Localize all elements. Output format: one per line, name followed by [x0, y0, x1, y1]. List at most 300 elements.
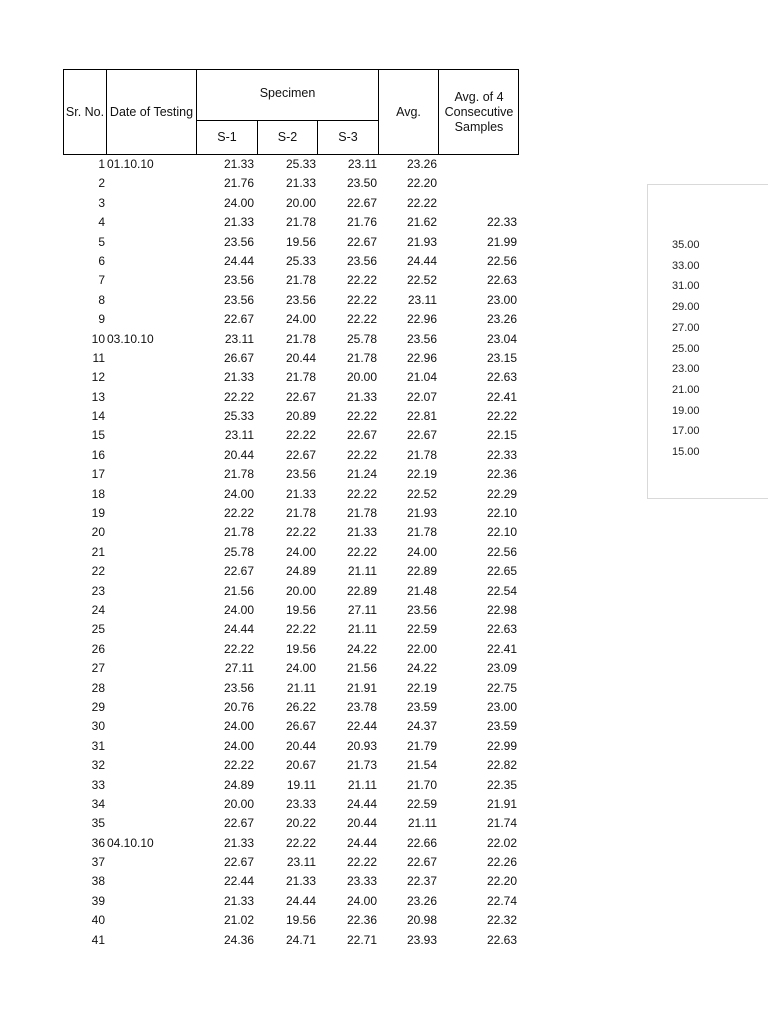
header-s1: S-1	[217, 130, 237, 144]
cell-date: 03.10.10	[107, 331, 154, 346]
cell-avg4: 22.32	[486, 913, 517, 928]
cell-s1: 21.78	[223, 525, 254, 540]
cell-s3: 22.67	[346, 195, 377, 210]
table-row	[0, 620, 540, 639]
table-row	[0, 659, 540, 678]
cell-avg4: 22.36	[486, 467, 517, 482]
cell-sr-no: 17	[91, 467, 105, 482]
cell-avg4: 23.15	[486, 350, 517, 365]
cell-sr-no: 10	[91, 331, 105, 346]
cell-s1: 23.11	[224, 428, 254, 443]
cell-s2: 24.44	[285, 893, 316, 908]
chart-y-tick-label: 15.00	[672, 446, 700, 458]
cell-sr-no: 11	[92, 350, 105, 365]
cell-s1: 22.22	[223, 389, 254, 404]
cell-s2: 25.33	[285, 253, 316, 268]
cell-s2: 21.11	[286, 680, 316, 695]
cell-s3: 23.11	[347, 157, 377, 171]
table-row	[0, 504, 540, 523]
cell-avg: 22.89	[406, 564, 437, 579]
cell-s2: 20.22	[285, 816, 316, 831]
cell-avg: 21.93	[406, 234, 437, 249]
cell-s3: 22.22	[346, 292, 377, 307]
cell-s3: 23.56	[346, 253, 377, 268]
cell-avg: 24.22	[406, 661, 437, 676]
cell-s3: 25.78	[346, 331, 377, 346]
cell-sr-no: 31	[91, 738, 105, 753]
cell-s1: 22.22	[223, 641, 254, 656]
table-row	[0, 737, 540, 756]
cell-avg4: 23.00	[486, 292, 517, 307]
cell-s1: 24.00	[223, 195, 254, 210]
cell-avg: 22.19	[406, 467, 437, 482]
cell-sr-no: 22	[91, 564, 105, 579]
cell-s2: 22.22	[285, 622, 316, 637]
cell-avg: 22.96	[406, 350, 437, 365]
cell-s3: 22.22	[346, 409, 377, 424]
cell-avg4: 23.09	[486, 661, 517, 676]
cell-sr-no: 5	[98, 234, 105, 249]
cell-avg: 22.52	[406, 273, 437, 288]
cell-s2: 24.00	[285, 312, 316, 327]
cell-avg: 21.54	[406, 758, 437, 773]
cell-avg: 23.26	[406, 893, 437, 908]
cell-sr-no: 32	[91, 758, 105, 773]
table-row	[0, 368, 540, 387]
cell-avg: 23.56	[406, 331, 437, 346]
cell-s2: 22.67	[285, 389, 316, 404]
cell-s2: 26.67	[285, 719, 316, 734]
cell-s2: 20.00	[285, 583, 316, 598]
cell-avg4: 22.10	[486, 525, 517, 540]
table-row	[0, 330, 540, 349]
cell-s1: 22.22	[223, 758, 254, 773]
cell-s3: 20.44	[346, 816, 377, 831]
cell-s2: 26.22	[285, 699, 316, 714]
cell-s3: 23.78	[346, 699, 377, 714]
chart-y-tick-label: 23.00	[672, 363, 700, 376]
cell-s2: 20.89	[285, 409, 316, 424]
cell-sr-no: 25	[91, 622, 105, 637]
cell-avg4: 22.63	[486, 273, 517, 288]
cell-avg: 23.26	[406, 157, 437, 171]
cell-s1: 24.44	[223, 622, 254, 637]
cell-s2: 22.22	[285, 525, 316, 540]
table-row	[0, 252, 540, 271]
cell-s2: 23.11	[286, 855, 316, 870]
cell-avg4: 22.63	[486, 370, 517, 385]
cell-date: 04.10.10	[107, 835, 154, 850]
cell-sr-no: 7	[98, 273, 105, 288]
cell-s1: 21.56	[223, 583, 254, 598]
cell-avg: 24.44	[406, 253, 437, 268]
cell-avg4: 22.63	[486, 622, 517, 637]
cell-avg: 22.20	[406, 176, 437, 191]
cell-sr-no: 34	[91, 796, 105, 811]
cell-avg4: 22.02	[486, 835, 517, 850]
cell-s3: 22.22	[346, 273, 377, 288]
table-row	[0, 407, 540, 426]
cell-avg: 21.78	[406, 525, 437, 540]
cell-s2: 21.33	[285, 176, 316, 191]
cell-avg4: 22.41	[486, 389, 517, 404]
cell-s3: 21.11	[347, 777, 377, 792]
cell-sr-no: 2	[98, 176, 105, 191]
cell-s3: 22.44	[346, 719, 377, 734]
cell-s3: 21.91	[346, 680, 377, 695]
table-row	[0, 814, 540, 833]
cell-sr-no: 35	[91, 816, 105, 831]
cell-sr-no: 18	[91, 486, 105, 501]
cell-avg: 22.22	[406, 195, 437, 210]
table-row	[0, 892, 540, 911]
table-row	[0, 640, 540, 659]
table-row	[0, 698, 540, 717]
chart-y-tick-label: 35.00	[672, 239, 700, 251]
table-row	[0, 174, 540, 193]
cell-s1: 24.00	[223, 719, 254, 734]
cell-s1: 27.11	[224, 661, 254, 676]
cell-s3: 24.44	[346, 796, 377, 811]
cell-sr-no: 21	[91, 544, 105, 559]
cell-s1: 22.67	[223, 816, 254, 831]
cell-sr-no: 1	[98, 157, 105, 171]
cell-avg4: 21.99	[486, 234, 517, 249]
cell-avg4: 22.65	[486, 564, 517, 579]
cell-s1: 21.02	[223, 913, 254, 928]
cell-avg: 21.62	[406, 215, 437, 230]
cell-avg4: 22.56	[486, 253, 517, 268]
cell-s3: 22.22	[346, 855, 377, 870]
cell-sr-no: 16	[91, 447, 105, 462]
table-row	[0, 194, 540, 213]
cell-avg: 22.81	[406, 409, 437, 424]
cell-avg4: 22.33	[486, 215, 517, 230]
cell-avg4: 22.82	[486, 758, 517, 773]
cell-s1: 22.67	[223, 855, 254, 870]
cell-avg: 23.93	[406, 932, 437, 947]
cell-avg: 23.59	[406, 699, 437, 714]
cell-date: 01.10.10	[107, 157, 154, 171]
cell-s2: 21.33	[285, 486, 316, 501]
table-row	[0, 853, 540, 872]
cell-s1: 22.67	[223, 312, 254, 327]
table-row	[0, 931, 540, 950]
cell-s2: 24.00	[285, 661, 316, 676]
chart-y-tick-label: 33.00	[672, 259, 700, 272]
cell-avg: 22.66	[406, 835, 437, 850]
cell-s3: 21.78	[346, 506, 377, 521]
cell-s1: 22.67	[223, 564, 254, 579]
cell-avg4: 21.74	[486, 816, 517, 831]
table-row	[0, 349, 540, 368]
cell-s1: 21.78	[223, 467, 254, 482]
cell-s3: 21.33	[346, 389, 377, 404]
table-row	[0, 543, 540, 562]
cell-avg: 21.78	[406, 447, 437, 462]
table-row	[0, 271, 540, 290]
cell-sr-no: 40	[91, 913, 105, 928]
cell-sr-no: 13	[91, 389, 105, 404]
cell-s2: 20.44	[285, 350, 316, 365]
cell-s1: 23.56	[223, 292, 254, 307]
table-row	[0, 795, 540, 814]
cell-s2: 21.78	[285, 370, 316, 385]
cell-s1: 24.36	[223, 932, 254, 947]
cell-s3: 22.22	[346, 486, 377, 501]
cell-s2: 24.71	[285, 932, 316, 947]
cell-avg: 21.79	[406, 738, 437, 753]
cell-s3: 22.36	[346, 913, 377, 928]
cell-s3: 21.33	[346, 525, 377, 540]
table-row	[0, 872, 540, 891]
table-row	[0, 717, 540, 736]
table-row	[0, 485, 540, 504]
cell-s1: 21.33	[223, 157, 254, 171]
cell-avg4: 22.22	[486, 409, 517, 424]
cell-s3: 21.24	[346, 467, 377, 482]
cell-s2: 20.00	[285, 195, 316, 210]
cell-s1: 23.56	[223, 273, 254, 288]
cell-s3: 24.22	[346, 641, 377, 656]
cell-s1: 26.67	[223, 350, 254, 365]
cell-s3: 22.22	[346, 447, 377, 462]
chart-y-tick-label: 17.00	[672, 425, 700, 438]
cell-s1: 24.00	[223, 738, 254, 753]
header-s3: S-3	[338, 130, 358, 144]
cell-avg4: 21.91	[486, 796, 517, 811]
cell-s3: 20.93	[346, 738, 377, 753]
cell-s1: 25.78	[223, 544, 254, 559]
cell-s3: 21.73	[346, 758, 377, 773]
cell-avg4: 23.00	[486, 699, 517, 714]
cell-s2: 19.11	[286, 777, 316, 792]
cell-sr-no: 38	[91, 874, 105, 889]
cell-avg: 21.04	[406, 370, 437, 385]
cell-avg4: 23.04	[486, 331, 517, 346]
chart-y-tick-label: 27.00	[672, 321, 700, 334]
cell-avg: 20.98	[406, 913, 437, 928]
cell-s2: 25.33	[285, 157, 316, 171]
cell-sr-no: 39	[91, 893, 105, 908]
cell-s2: 21.78	[285, 273, 316, 288]
cell-avg: 23.56	[406, 602, 437, 617]
table-row	[0, 233, 540, 252]
cell-sr-no: 15	[91, 428, 105, 443]
cell-avg: 22.07	[406, 389, 437, 404]
cell-s1: 23.56	[223, 680, 254, 695]
cell-avg: 21.70	[406, 777, 437, 792]
cell-sr-no: 14	[91, 409, 105, 424]
cell-s1: 22.22	[223, 506, 254, 521]
cell-sr-no: 23	[91, 583, 105, 598]
table-row	[0, 834, 540, 853]
cell-sr-no: 8	[98, 292, 105, 307]
cell-avg4: 22.26	[486, 855, 517, 870]
table-row	[0, 155, 540, 174]
cell-avg4: 22.33	[486, 447, 517, 462]
cell-avg4: 23.26	[486, 312, 517, 327]
cell-sr-no: 37	[91, 855, 105, 870]
cell-s2: 21.78	[285, 506, 316, 521]
cell-avg4: 22.56	[486, 544, 517, 559]
cell-s1: 21.33	[223, 893, 254, 908]
cell-s1: 21.33	[223, 215, 254, 230]
cell-s3: 22.67	[346, 428, 377, 443]
cell-s2: 19.56	[285, 602, 316, 617]
header-sr-no: Sr. No.	[65, 104, 105, 119]
table-row	[0, 465, 540, 484]
cell-s1: 20.00	[223, 796, 254, 811]
cell-s1: 24.44	[223, 253, 254, 268]
header-s2: S-2	[277, 130, 298, 144]
cell-avg4: 22.54	[486, 583, 517, 598]
cell-avg4: 22.20	[486, 874, 517, 889]
cell-s2: 22.67	[285, 447, 316, 462]
cell-s3: 21.78	[346, 350, 377, 365]
cell-sr-no: 26	[91, 641, 105, 656]
cell-avg: 22.59	[406, 622, 437, 637]
cell-avg: 24.00	[406, 544, 437, 559]
cell-s3: 24.44	[346, 835, 377, 850]
cell-s2: 22.22	[285, 835, 316, 850]
cell-s2: 19.56	[285, 641, 316, 656]
header-avg: Avg.	[396, 104, 421, 119]
cell-avg4: 22.75	[486, 680, 517, 695]
cell-s1: 24.89	[223, 777, 254, 792]
cell-avg4: 22.29	[486, 486, 517, 501]
cell-s3: 21.11	[347, 564, 377, 579]
cell-sr-no: 27	[91, 661, 105, 676]
table-row	[0, 756, 540, 775]
chart-y-tick-label: 21.00	[672, 383, 700, 396]
cell-s2: 22.22	[285, 428, 316, 443]
cell-sr-no: 4	[98, 215, 105, 230]
table-row	[0, 582, 540, 601]
table-row	[0, 213, 540, 232]
cell-s2: 23.56	[285, 292, 316, 307]
header-date: Date of Testing	[109, 104, 194, 119]
cell-s2: 21.78	[285, 215, 316, 230]
chart-y-tick-label: 25.00	[672, 342, 700, 355]
cell-s3: 27.11	[347, 602, 377, 617]
cell-s2: 21.33	[285, 874, 316, 889]
cell-sr-no: 9	[98, 312, 105, 327]
cell-avg: 22.59	[406, 796, 437, 811]
cell-s3: 22.71	[346, 932, 377, 947]
cell-avg4: 22.10	[486, 506, 517, 521]
chart-y-tick-label: 29.00	[672, 301, 700, 314]
cell-avg: 22.00	[406, 641, 437, 656]
cell-s3: 21.11	[347, 622, 377, 637]
cell-avg: 21.11	[407, 816, 437, 831]
cell-sr-no: 3	[98, 195, 105, 210]
table-row	[0, 446, 540, 465]
cell-s3: 20.00	[346, 370, 377, 385]
cell-s1: 21.33	[223, 370, 254, 385]
cell-sr-no: 33	[91, 777, 105, 792]
cell-sr-no: 24	[91, 602, 105, 617]
chart-y-tick-label: 19.00	[672, 404, 700, 417]
table-row	[0, 310, 540, 329]
cell-s1: 20.76	[223, 699, 254, 714]
cell-s2: 24.00	[285, 544, 316, 559]
cell-sr-no: 41	[91, 932, 105, 947]
cell-s2: 24.89	[285, 564, 316, 579]
cell-avg4: 22.41	[486, 641, 517, 656]
cell-sr-no: 19	[91, 506, 105, 521]
cell-s3: 22.89	[346, 583, 377, 598]
header-specimen: Specimen	[259, 85, 316, 100]
header-avg4: Avg. of 4 Consecutive Samples	[444, 89, 514, 134]
table-row	[0, 601, 540, 620]
cell-s1: 21.33	[223, 835, 254, 850]
cell-s1: 23.56	[223, 234, 254, 249]
table-row	[0, 291, 540, 310]
cell-sr-no: 28	[91, 680, 105, 695]
cell-s3: 23.50	[346, 176, 377, 191]
cell-s1: 22.44	[223, 874, 254, 889]
cell-avg: 24.37	[406, 719, 437, 734]
cell-avg: 22.19	[406, 680, 437, 695]
table-row	[0, 562, 540, 581]
table-header	[63, 69, 519, 155]
cell-avg4: 22.35	[486, 777, 517, 792]
cell-sr-no: 12	[91, 370, 105, 385]
table-row	[0, 776, 540, 795]
cell-s3: 22.67	[346, 234, 377, 249]
cell-s1: 21.76	[223, 176, 254, 191]
cell-s1: 20.44	[223, 447, 254, 462]
cell-sr-no: 29	[91, 699, 105, 714]
cell-s1: 25.33	[223, 409, 254, 424]
cell-s1: 24.00	[223, 486, 254, 501]
cell-avg: 22.96	[406, 312, 437, 327]
table-row	[0, 679, 540, 698]
chart-y-tick-label: 31.00	[672, 280, 700, 293]
cell-s2: 23.33	[285, 796, 316, 811]
cell-avg4: 22.98	[486, 602, 517, 617]
cell-avg4: 22.74	[486, 893, 517, 908]
cell-avg: 22.67	[406, 428, 437, 443]
cell-s3: 23.33	[346, 874, 377, 889]
cell-sr-no: 6	[98, 253, 105, 268]
cell-s3: 21.56	[346, 661, 377, 676]
cell-s1: 24.00	[223, 602, 254, 617]
cell-avg: 21.48	[406, 583, 437, 598]
cell-avg4: 22.63	[486, 932, 517, 947]
cell-avg4: 23.59	[486, 719, 517, 734]
cell-avg: 23.11	[407, 292, 437, 307]
cell-s3: 21.76	[346, 215, 377, 230]
cell-s3: 24.00	[346, 893, 377, 908]
cell-s2: 20.44	[285, 738, 316, 753]
cell-s3: 22.22	[346, 544, 377, 559]
cell-s1: 23.11	[224, 331, 254, 346]
cell-avg: 22.37	[406, 874, 437, 889]
cell-avg4: 22.99	[486, 738, 517, 753]
cell-avg4: 22.15	[486, 428, 517, 443]
cell-avg: 22.67	[406, 855, 437, 870]
cell-sr-no: 30	[91, 719, 105, 734]
table-row	[0, 523, 540, 542]
cell-avg: 21.93	[406, 506, 437, 521]
table-row	[0, 388, 540, 407]
cell-s2: 19.56	[285, 234, 316, 249]
cell-s2: 19.56	[285, 913, 316, 928]
cell-sr-no: 20	[91, 525, 105, 540]
cell-avg: 22.52	[406, 486, 437, 501]
